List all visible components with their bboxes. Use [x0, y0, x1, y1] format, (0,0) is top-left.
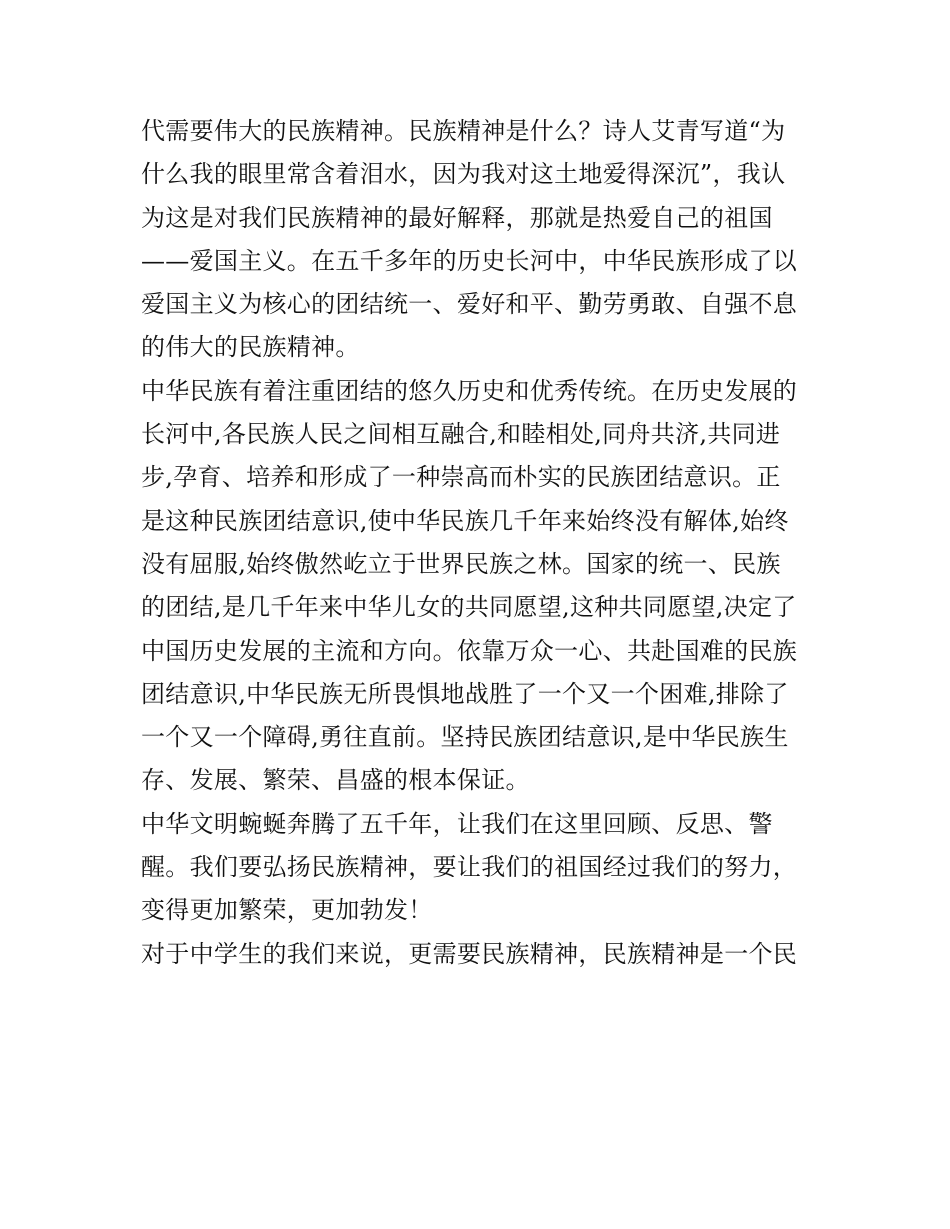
text-line: 醒。我们要弘扬民族精神，要让我们的祖国经过我们的努力，	[141, 853, 798, 882]
text-line: 中华民族有着注重团结的悠久历史和优秀传统。在历史发展的	[141, 376, 798, 405]
text-line: 是这种民族团结意识,使中华民族几千年来始终没有解体,始终	[141, 506, 789, 535]
text-line: 团结意识,中华民族无所畏惧地战胜了一个又一个困难,排除了	[141, 679, 789, 708]
text-line: 中国历史发展的主流和方向。依靠万众一心、共赴国难的民族	[141, 636, 798, 665]
text-line: 为这是对我们民族精神的最好解释，那就是热爱自己的祖国	[141, 203, 773, 232]
paragraph-civilization	[141, 803, 821, 933]
text-line: 中华文明蜿蜒奔腾了五千年，让我们在这里回顾、反思、警	[141, 809, 773, 838]
text-line: 的伟大的民族精神。	[141, 333, 360, 362]
text-line: 步,孕育、培养和形成了一种崇高而朴实的民族团结意识。正	[141, 463, 781, 492]
text-line: 的团结,是几千年来中华儿女的共同愿望,这种共同愿望,决定了	[141, 593, 797, 622]
text-line: 长河中,各民族人民之间相互融合,和睦相处,同舟共济,共同进	[141, 420, 781, 449]
paragraph-national-spirit	[141, 110, 821, 370]
text-line: 一个又一个障碍,勇往直前。坚持民族团结意识,是中华民族生	[141, 723, 789, 752]
text-line: 存、发展、繁荣、昌盛的根本保证。	[141, 766, 530, 795]
text-line: 没有屈服,始终傲然屹立于世界民族之林。国家的统一、民族	[141, 549, 781, 578]
text-line: 变得更加繁荣，更加勃发！	[141, 896, 433, 925]
paragraph-unity	[141, 370, 821, 803]
document-body	[141, 110, 821, 976]
text-line: 爱国主义为核心的团结统一、爱好和平、勤劳勇敢、自强不息	[141, 290, 798, 319]
text-line: 什么我的眼里常含着泪水，因为我对这土地爱得深沉”，我认	[141, 160, 786, 189]
paragraph-students	[141, 933, 821, 976]
text-line: ——爱国主义。在五千多年的历史长河中，中华民族形成了以	[141, 246, 798, 275]
text-line: 代需要伟大的民族精神。民族精神是什么？诗人艾青写道“为	[141, 117, 786, 145]
text-line: 对于中学生的我们来说，更需要民族精神，民族精神是一个民	[141, 939, 798, 968]
